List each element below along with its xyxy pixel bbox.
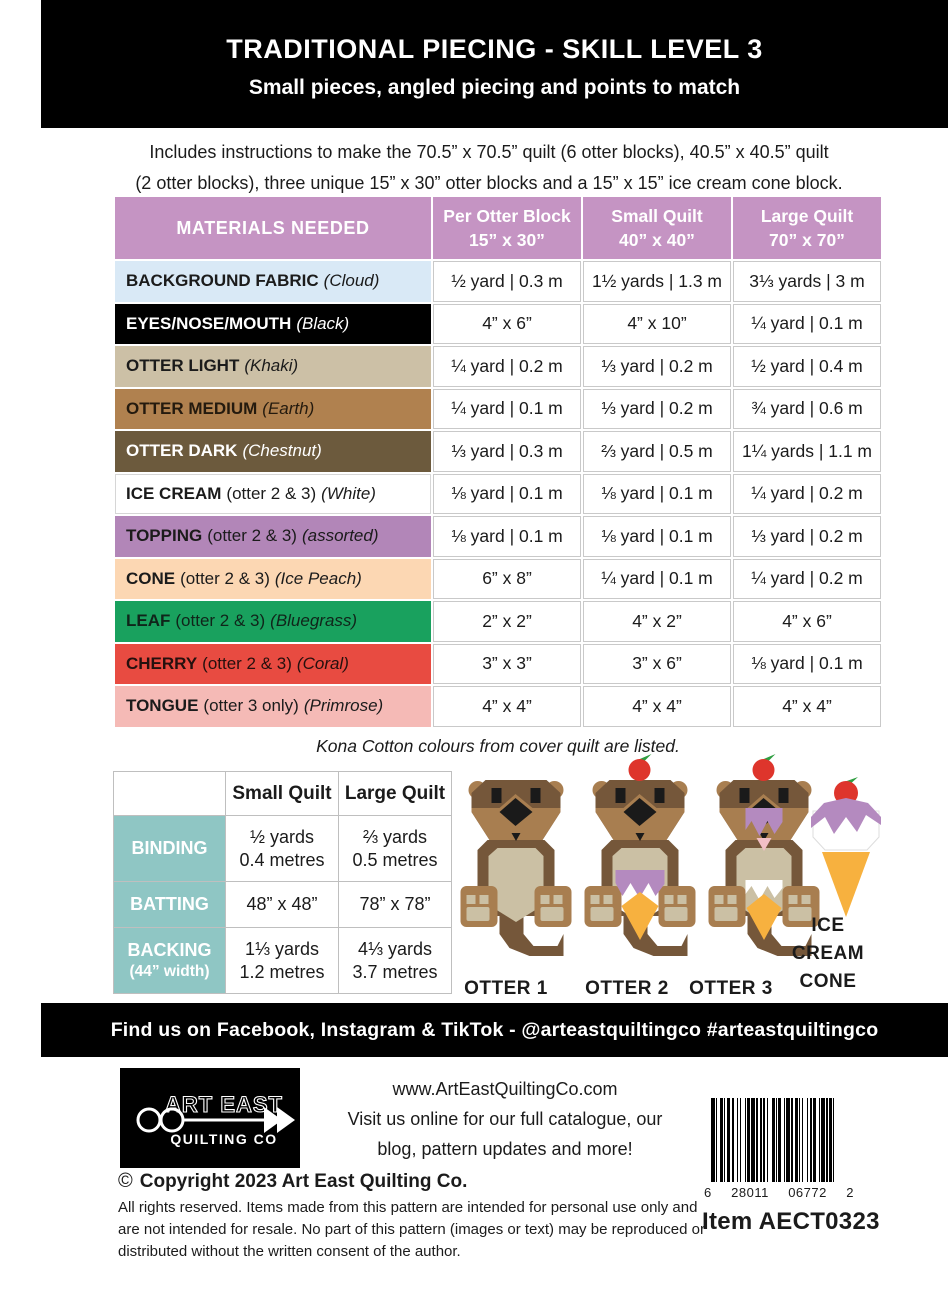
sizes-value-line: ½ yards: [249, 826, 315, 847]
barcode-digits: [704, 1185, 854, 1200]
sizes-row-label: [114, 816, 226, 882]
cone-graphic: [800, 775, 892, 923]
materials-header-col3-line2: 70” x 70”: [769, 230, 845, 250]
banner-subtitle: Small pieces, angled piecing and points to match: [248, 76, 741, 99]
material-colorway: (Chestnut): [242, 441, 322, 461]
material-value-r10-c0: 4” x 4”: [433, 686, 581, 727]
sizes-row-label-text: BACKING: [127, 939, 212, 960]
materials-header-col1-line2: 15” x 30”: [469, 230, 545, 250]
barcode-digit-group: 2: [846, 1185, 854, 1200]
materials-header-col2-line2: 40” x 40”: [619, 230, 695, 250]
ice-cream-cone-illustration: [800, 775, 892, 923]
material-value-r9-c1: 3” x 6”: [583, 644, 731, 685]
materials-header-col3-line1: Large Quilt: [760, 206, 854, 226]
logo-arrow-shaft-icon: [182, 1119, 268, 1122]
material-note: (otter 3 only): [203, 696, 299, 716]
material-row-label: [115, 304, 431, 345]
material-name: TONGUE: [126, 696, 199, 716]
otter-1-illustration: [452, 752, 580, 980]
sizes-value-line: 0.4 metres: [239, 849, 325, 870]
barcode-digit-group: 06772: [788, 1185, 827, 1200]
material-row-label: [115, 516, 431, 557]
material-name: BACKGROUND FABRIC: [126, 271, 319, 291]
material-note: (otter 2 & 3): [226, 483, 317, 503]
otter-2-label: OTTER 2: [585, 978, 669, 999]
sizes-value-line: 78” x 78”: [359, 894, 431, 914]
banner-title: TRADITIONAL PIECING - SKILL LEVEL 3: [226, 34, 763, 64]
material-value-r8-c1: 4” x 2”: [583, 601, 731, 642]
barcode-bars: [711, 1098, 849, 1182]
materials-header-col2: [583, 197, 731, 259]
intro-line-1: Includes instructions to make the 70.5” x 70.5” quilt (6 otter blocks), 40.5” x 40.5” quilt: [149, 142, 829, 162]
sizes-value-r2-c1: [339, 928, 452, 994]
legal-line-3: distributed without the written consent of the author.: [118, 1243, 461, 1260]
sizes-value-line: ⅔ yards: [362, 826, 428, 847]
materials-header-col0: MATERIALS NEEDED: [115, 197, 431, 259]
material-name: CHERRY: [126, 653, 198, 673]
sizes-row-label-text: BATTING: [130, 894, 209, 914]
material-value-r7-c0: 6” x 8”: [433, 559, 581, 600]
material-row-label: [115, 644, 431, 685]
material-value-r0-c1: 1½ yards | 1.3 m: [583, 261, 731, 302]
tagline-line-2: blog, pattern updates and more!: [377, 1139, 633, 1159]
material-name: ICE CREAM: [126, 483, 222, 503]
material-note: (otter 2 & 3): [202, 653, 292, 673]
logo-art-east-text: ART EAST: [165, 1092, 283, 1117]
sizes-value-line: 0.5 metres: [352, 849, 438, 870]
sizes-row-label: [114, 928, 226, 994]
copyright-text: Copyright 2023 Art East Quilting Co.: [139, 1171, 468, 1192]
ice-cream-cone-label: [772, 912, 884, 996]
sizes-row-sublabel: (44” width): [129, 962, 210, 980]
material-colorway: (Coral): [296, 653, 349, 673]
logo-quilting-co-text: QUILTING CO: [170, 1131, 278, 1147]
material-value-r8-c0: 2” x 2”: [433, 601, 581, 642]
sizes-value-r0-c1: [339, 816, 452, 882]
barcode: [704, 1098, 854, 1200]
intro-line-2: (2 otter blocks), three unique 15” x 30” otter blocks and a 15” x 15” ice cream cone block.: [135, 173, 843, 193]
material-row-label: [115, 686, 431, 727]
otter-graphic: [452, 752, 580, 980]
material-colorway: (Primrose): [303, 696, 384, 716]
otter-1-label: OTTER 1: [464, 978, 548, 999]
material-value-r4-c2: 1¼ yards | 1.1 m: [733, 431, 881, 472]
materials-header-col1: [433, 197, 581, 259]
material-value-r1-c0: 4” x 6”: [433, 304, 581, 345]
material-value-r8-c2: 4” x 6”: [733, 601, 881, 642]
sizes-table: [113, 771, 452, 994]
sizes-value-line: 48” x 48”: [246, 894, 318, 914]
material-value-r3-c2: ¾ yard | 0.6 m: [733, 389, 881, 430]
sizes-header-col2: Large Quilt: [339, 772, 452, 816]
otter-2-illustration: [576, 752, 704, 980]
material-value-r7-c2: ¼ yard | 0.2 m: [733, 559, 881, 600]
material-row-label: [115, 389, 431, 430]
material-note: (otter 2 & 3): [175, 611, 266, 631]
material-value-r10-c2: 4” x 4”: [733, 686, 881, 727]
material-value-r2-c0: ¼ yard | 0.2 m: [433, 346, 581, 387]
skill-level-banner: [41, 0, 948, 128]
legal-line-2: are not intended for resale. No part of this pattern (images or text) may be reproduced or: [118, 1221, 705, 1238]
material-value-r4-c1: ⅔ yard | 0.5 m: [583, 431, 731, 472]
material-colorway: (Cloud): [323, 271, 380, 291]
material-name: EYES/NOSE/MOUTH: [126, 313, 292, 333]
material-row-label: [115, 601, 431, 642]
sizes-value-line: 1.2 metres: [239, 961, 325, 982]
intro-paragraph: [50, 137, 928, 199]
material-value-r7-c1: ¼ yard | 0.1 m: [583, 559, 731, 600]
material-value-r5-c1: ⅛ yard | 0.1 m: [583, 474, 731, 515]
material-colorway: (Ice Peach): [274, 568, 362, 588]
material-value-r5-c0: ⅛ yard | 0.1 m: [433, 474, 581, 515]
art-east-logo: [120, 1068, 300, 1168]
barcode-digit-group: 28011: [731, 1185, 769, 1200]
material-note: (otter 2 & 3): [207, 526, 297, 546]
art-east-logo-graphic: [120, 1068, 300, 1168]
sizes-value-r1-c0: [226, 882, 339, 928]
material-value-r0-c0: ½ yard | 0.3 m: [433, 261, 581, 302]
sizes-value-line: 1⅓ yards: [244, 938, 320, 959]
sizes-value-r0-c0: [226, 816, 339, 882]
materials-header-col3: [733, 197, 881, 259]
material-value-r4-c0: ⅓ yard | 0.3 m: [433, 431, 581, 472]
material-value-r3-c1: ⅓ yard | 0.2 m: [583, 389, 731, 430]
material-colorway: (Bluegrass): [270, 611, 358, 631]
materials-header-col1-line1: Per Otter Block: [443, 206, 571, 226]
tagline-line-1: Visit us online for our full catalogue, our: [347, 1109, 663, 1129]
sizes-header-empty: [114, 772, 226, 816]
material-value-r5-c2: ¼ yard | 0.2 m: [733, 474, 881, 515]
sizes-value-r2-c0: [226, 928, 339, 994]
legal-line-1: All rights reserved. Items made from this pattern are intended for personal use only and: [118, 1199, 698, 1216]
material-row-label: [115, 431, 431, 472]
material-value-r0-c2: 3⅓ yards | 3 m: [733, 261, 881, 302]
material-value-r1-c1: 4” x 10”: [583, 304, 731, 345]
material-value-r10-c1: 4” x 4”: [583, 686, 731, 727]
materials-table: [115, 197, 881, 727]
material-name: TOPPING: [126, 526, 203, 546]
copyright-line: [118, 1170, 467, 1193]
website-url: www.ArtEastQuiltingCo.com: [392, 1079, 618, 1099]
material-note: (otter 2 & 3): [180, 568, 270, 588]
sizes-value-line: 3.7 metres: [352, 961, 438, 982]
material-value-r9-c0: 3” x 3”: [433, 644, 581, 685]
material-row-label: [115, 559, 431, 600]
material-row-label: [115, 261, 431, 302]
sizes-value-r1-c1: [339, 882, 452, 928]
copyright-icon: ©: [118, 1170, 133, 1192]
material-name: CONE: [126, 568, 176, 588]
ice-cream-cone-label-text: ICE CREAM CONE: [791, 915, 865, 992]
legal-text: [118, 1197, 705, 1263]
material-colorway: (White): [321, 483, 376, 503]
otter-graphic: [576, 752, 704, 980]
material-colorway: (assorted): [301, 526, 379, 546]
material-name: OTTER DARK: [126, 441, 238, 461]
material-value-r9-c2: ⅛ yard | 0.1 m: [733, 644, 881, 685]
logo-glasses-left-icon: [138, 1109, 160, 1131]
item-number: Item AECT0323: [702, 1208, 880, 1235]
material-name: LEAF: [126, 611, 171, 631]
material-colorway: (Black): [296, 313, 350, 333]
sizes-header-col1: Small Quilt: [226, 772, 339, 816]
otter-3-label: OTTER 3: [689, 978, 773, 999]
sizes-row-label: [114, 882, 226, 928]
material-value-r6-c0: ⅛ yard | 0.1 m: [433, 516, 581, 557]
barcode-space: [834, 1098, 838, 1182]
material-colorway: (Khaki): [244, 356, 299, 376]
material-value-r1-c2: ¼ yard | 0.1 m: [733, 304, 881, 345]
sizes-value-line: 4⅓ yards: [357, 938, 433, 959]
material-value-r6-c2: ⅓ yard | 0.2 m: [733, 516, 881, 557]
material-colorway: (Earth): [262, 398, 315, 418]
kona-cotton-note: Kona Cotton colours from cover quilt are listed.: [316, 736, 680, 756]
material-name: OTTER MEDIUM: [126, 398, 258, 418]
material-name: OTTER LIGHT: [126, 356, 240, 376]
barcode-digit-group: 6: [704, 1185, 712, 1200]
material-row-label: [115, 346, 431, 387]
material-value-r2-c1: ⅓ yard | 0.2 m: [583, 346, 731, 387]
material-row-label: [115, 474, 431, 515]
website-block: [320, 1074, 690, 1164]
sizes-row-label-text: BINDING: [131, 838, 208, 858]
social-banner: Find us on Facebook, Instagram & TikTok - @arteastquiltingco #arteastquiltingco: [41, 1003, 948, 1057]
material-value-r3-c0: ¼ yard | 0.1 m: [433, 389, 581, 430]
material-value-r2-c2: ½ yard | 0.4 m: [733, 346, 881, 387]
material-value-r6-c1: ⅛ yard | 0.1 m: [583, 516, 731, 557]
materials-header-col2-line1: Small Quilt: [611, 206, 703, 226]
